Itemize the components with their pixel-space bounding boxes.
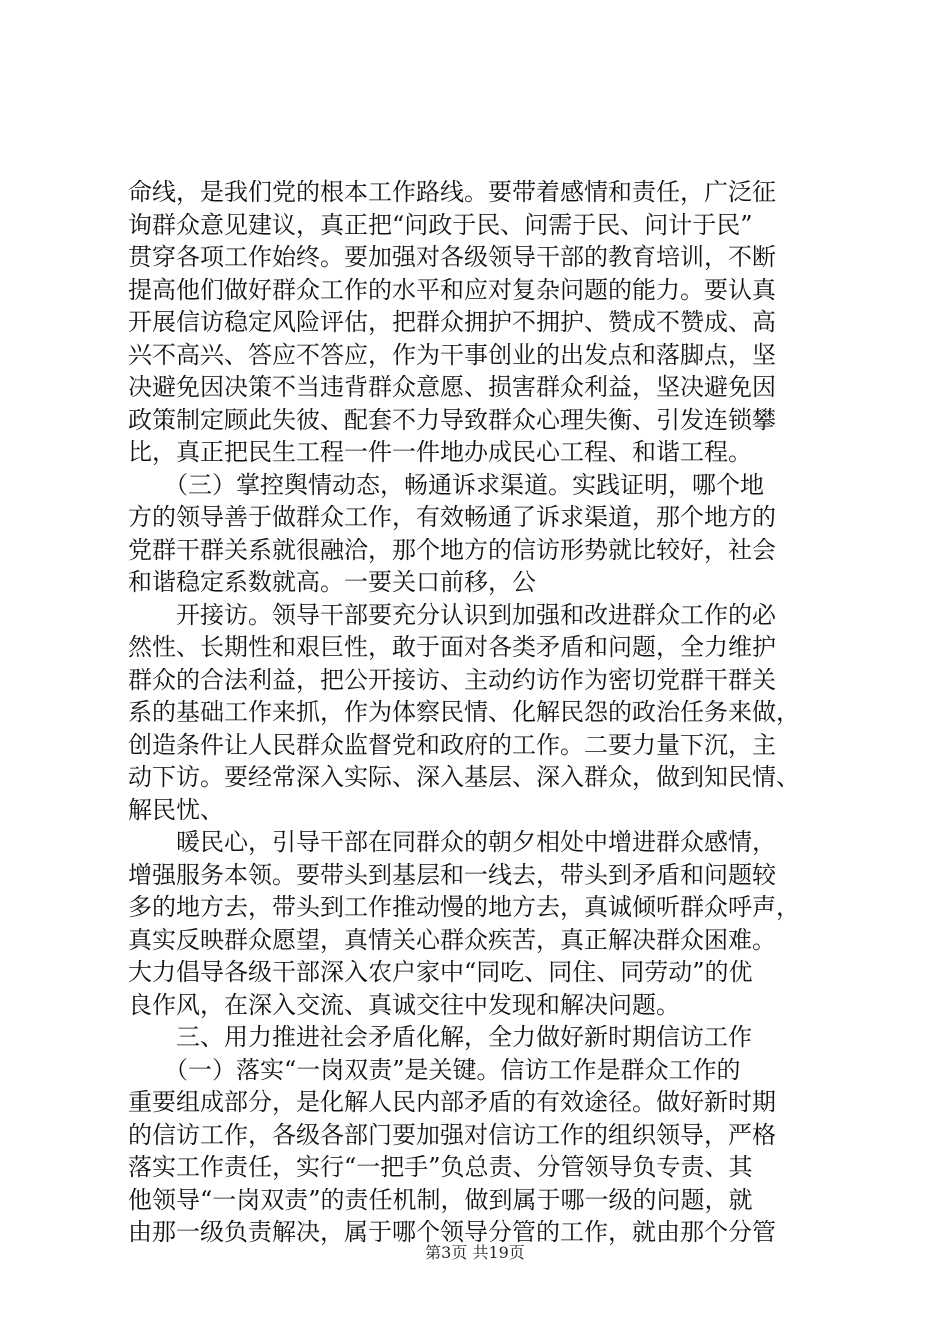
text-line: 贯穿各项工作始终。要加强对各级领导干部的教育培训，不断 [128, 243, 776, 271]
text-line: （一）落实“一岗双责”是关键。信访工作是群众工作的 [128, 1055, 741, 1084]
text-line: 多的地方去，带头到工作推动慢的地方去，真诚倾听群众呼声， [128, 893, 800, 921]
text-line: 重要组成部分，是化解人民内部矛盾的有效途径。做好新时期 [128, 1088, 776, 1116]
text-line: 大力倡导各级干部深入农户家中“同吃、同住、同劳动”的优 [128, 958, 753, 986]
text-line: 方的领导善于做群众工作，有效畅通了诉求渠道，那个地方的 [128, 503, 776, 531]
page-number: 第3页 共19页 [425, 1243, 525, 1262]
body-text [128, 176, 838, 1249]
text-line: （三）掌控舆情动态，畅通诉求渠道。实践证明，哪个地 [128, 470, 764, 499]
text-line: 落实工作责任，实行“一把手”负总责、分管领导负专责、其 [128, 1153, 753, 1181]
text-line: 政策制定顾此失彼、配套不力导致群众心理失衡、引发连锁攀 [128, 405, 776, 434]
text-line: 开展信访稳定风险评估，把群众拥护不拥护、赞成不赞成、高 [128, 308, 776, 336]
text-line: 的信访工作，各级各部门要加强对信访工作的组织领导，严格 [128, 1120, 776, 1149]
text-line: 他领导“一岗双责”的责任机制，做到属于哪一级的问题，就 [128, 1185, 753, 1214]
text-line: 系的基础工作来抓，作为体察民情、化解民怨的政治任务来做， [128, 698, 800, 726]
text-line: 提高他们做好群众工作的水平和应对复杂问题的能力。要认真 [128, 275, 776, 304]
text-line: 兴不高兴、答应不答应，作为干事创业的出发点和落脚点，坚 [128, 340, 776, 369]
text-line: 党群干群关系就很融洽，那个地方的信访形势就比较好，社会 [128, 535, 776, 564]
text-line: 比，真正把民生工程一件一件地办成民心工程、和谐工程。 [128, 438, 752, 466]
text-line: 暖民心，引导干部在同群众的朝夕相处中增进群众感情， [128, 828, 776, 856]
text-line: 由那一级负责解决，属于哪个领导分管的工作，就由那个分管 [128, 1218, 776, 1246]
text-line: 真实反映群众愿望，真情关心群众疾苦，真正解决群众困难。 [128, 925, 776, 954]
text-line: 询群众意见建议，真正把“问政于民、问需于民、问计于民” [128, 210, 753, 239]
text-line: 三、用力推进社会矛盾化解，全力做好新时期信访工作 [128, 1023, 752, 1051]
text-line: 良作风，在深入交流、真诚交往中发现和解决问题。 [128, 990, 680, 1019]
text-line: 决避免因决策不当违背群众意愿、损害群众利益，坚决避免因 [128, 373, 776, 401]
text-line: 命线，是我们党的根本工作路线。要带着感情和责任，广泛征 [128, 178, 776, 206]
text-line: 解民忧、 [128, 795, 224, 824]
text-line: 群众的合法利益，把公开接访、主动约访作为密切党群干群关 [128, 665, 776, 694]
text-line: 开接访。领导干部要充分认识到加强和改进群众工作的必 [128, 600, 776, 629]
text-line: 动下访。要经常深入实际、深入基层、深入群众，做到知民情、 [128, 763, 800, 791]
text-line: 然性、长期性和艰巨性，敢于面对各类矛盾和问题，全力维护 [128, 633, 776, 661]
text-line: 和谐稳定系数就高。一要关口前移，公 [128, 568, 536, 596]
text-line: 增强服务本领。要带头到基层和一线去，带头到矛盾和问题较 [128, 860, 776, 889]
text-line: 创造条件让人民群众监督党和政府的工作。二要力量下沉，主 [128, 730, 776, 759]
